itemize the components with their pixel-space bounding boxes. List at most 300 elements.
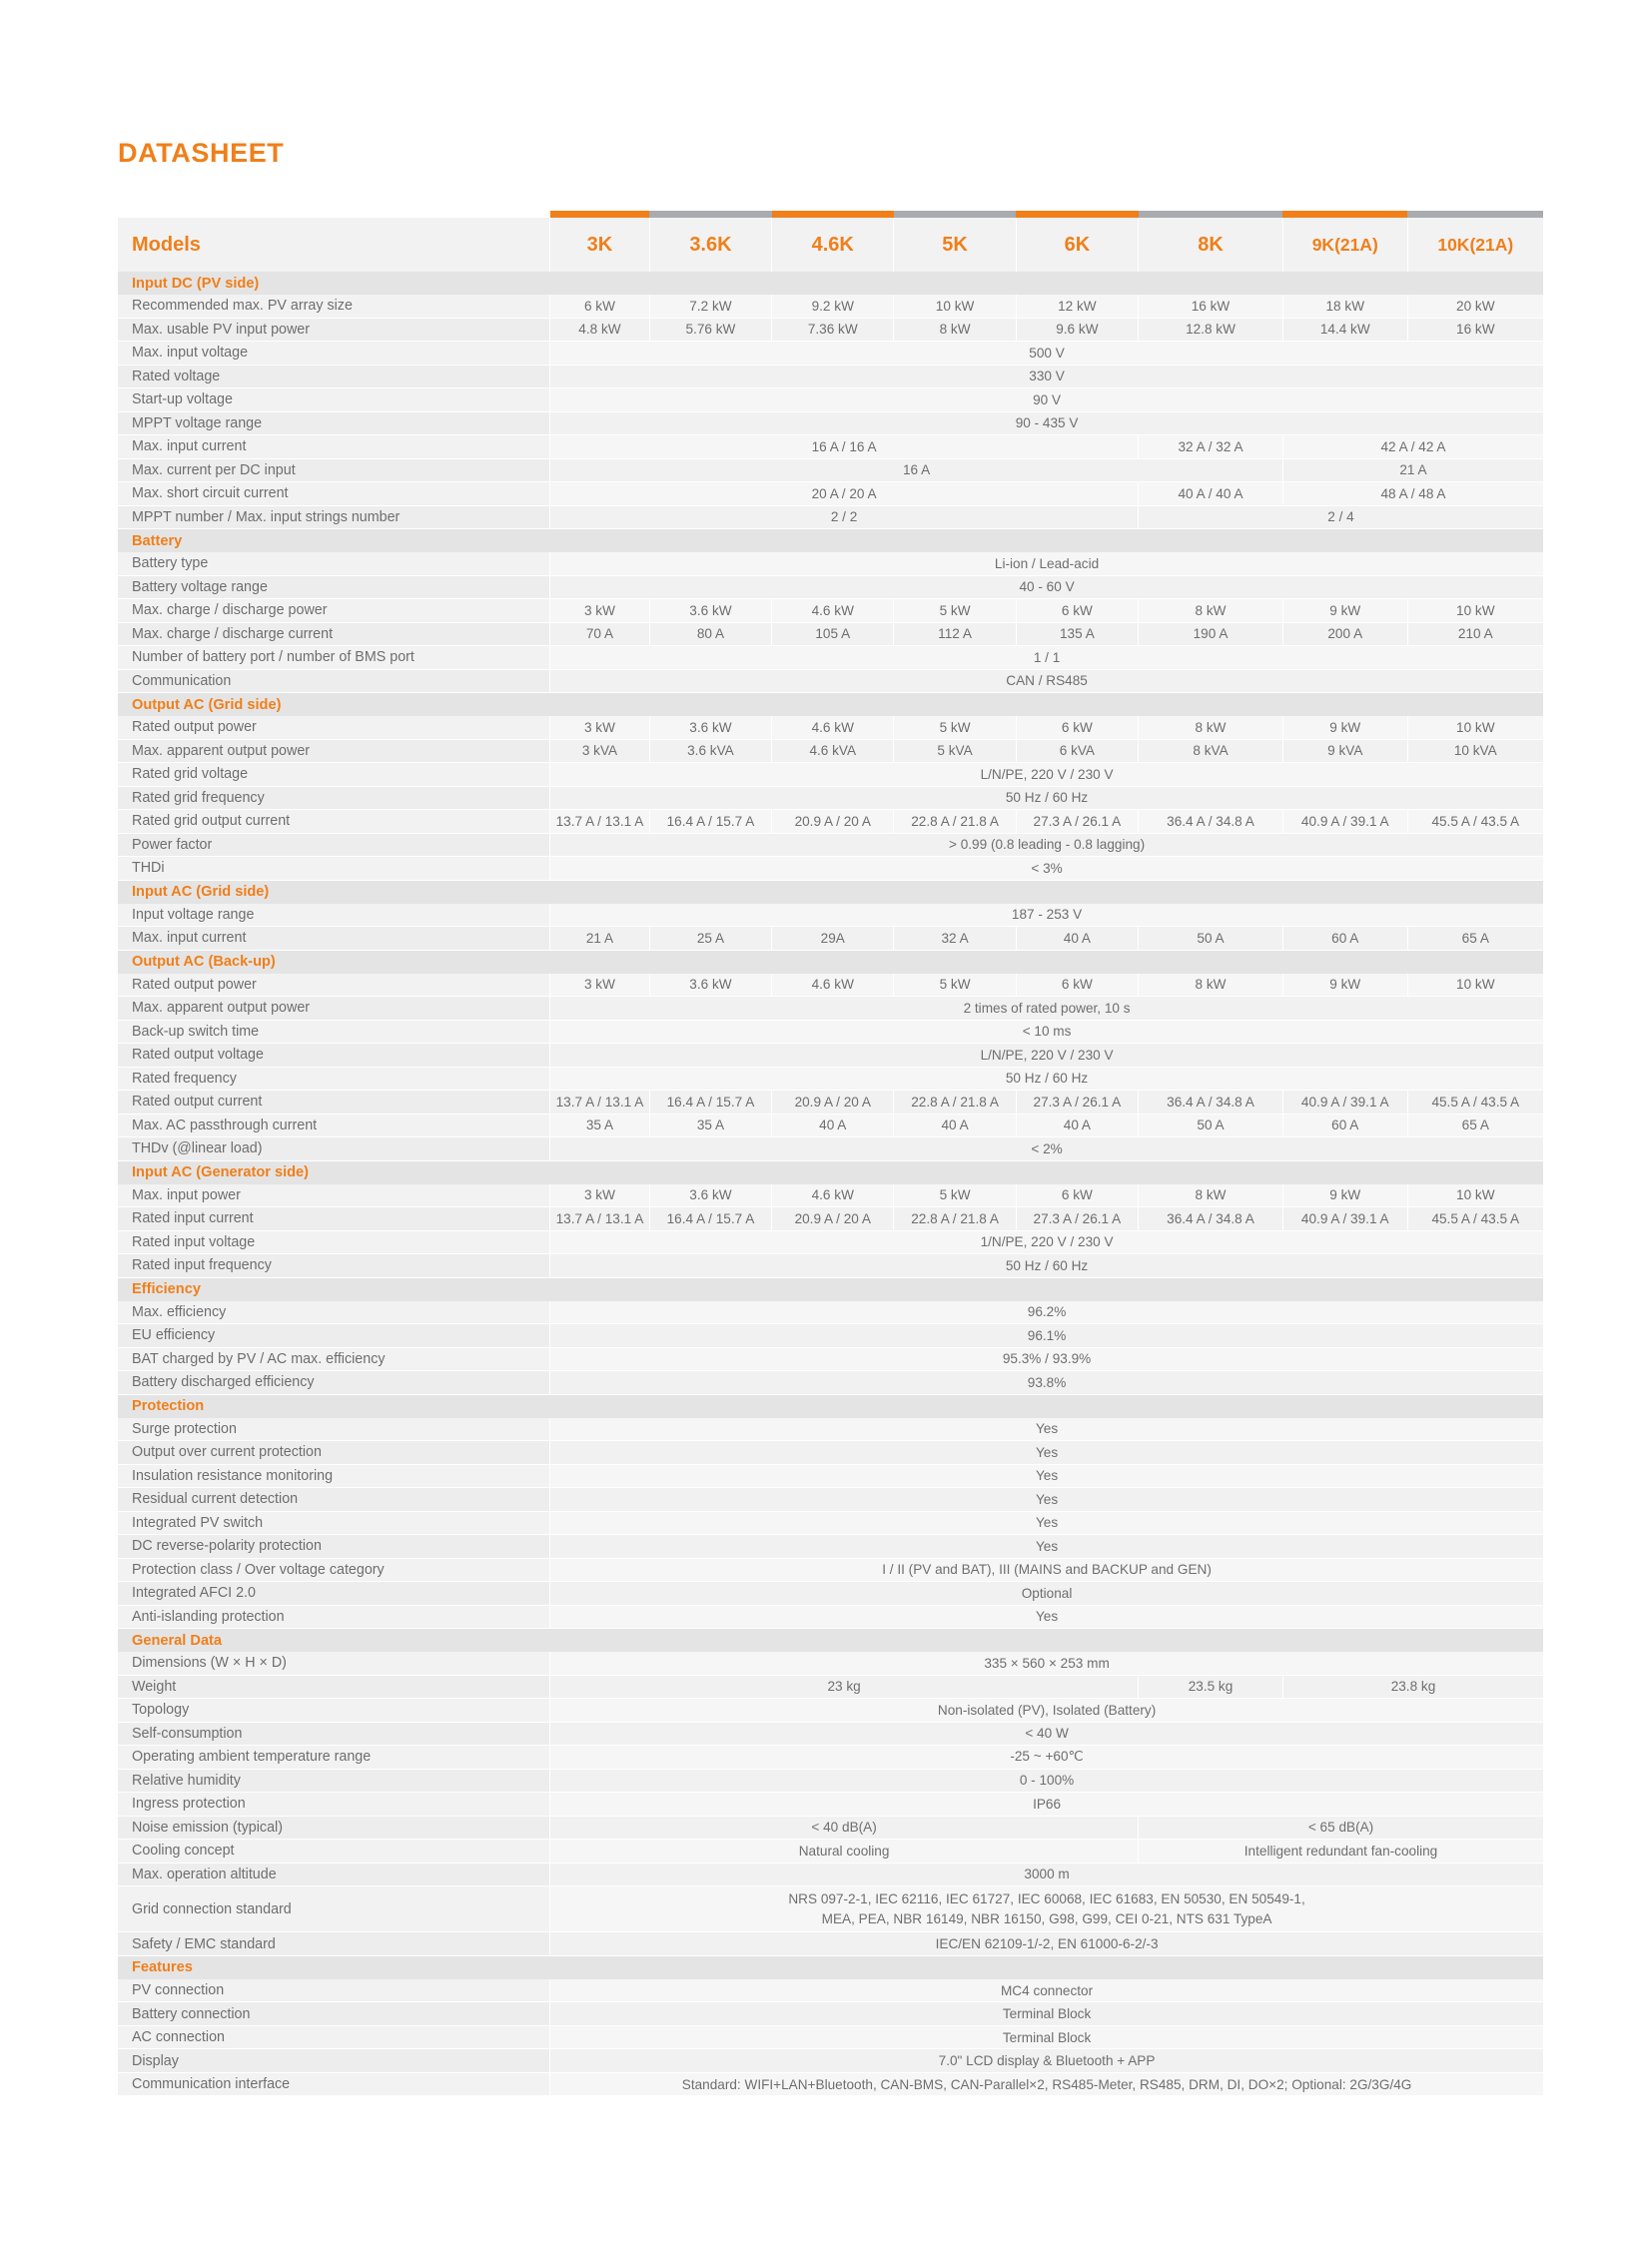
table-row (118, 1769, 1543, 1793)
spec-value: 45.5 A / 43.5 A (1407, 1091, 1543, 1115)
model-column-header[interactable]: 4.6K (772, 218, 894, 272)
spec-value: 80 A (649, 622, 771, 646)
spec-value: 7.0" LCD display & Bluetooth + APP (550, 2049, 1543, 2073)
table-row (118, 1816, 1543, 1840)
spec-value: 9 kW (1282, 716, 1407, 739)
spec-value: 112 A (894, 622, 1016, 646)
spec-value: < 40 dB(A) (550, 1816, 1139, 1840)
spec-label: Max. input power (118, 1184, 550, 1207)
spec-label: Insulation resistance monitoring (118, 1464, 550, 1488)
spec-value: 3.6 kVA (649, 739, 771, 763)
spec-value: 187 - 253 V (550, 904, 1543, 927)
table-row (118, 388, 1543, 412)
spec-value: 22.8 A / 21.8 A (894, 810, 1016, 834)
spec-value: Li-ion / Lead-acid (550, 552, 1543, 575)
table-row (118, 974, 1543, 997)
spec-label: Grid connection standard (118, 1886, 550, 1932)
table-row (118, 365, 1543, 388)
spec-value: 13.7 A / 13.1 A (550, 1091, 650, 1115)
top-rule-segment (649, 211, 771, 218)
model-column-header[interactable]: 3.6K (649, 218, 771, 272)
spec-value: I / II (PV and BAT), III (MAINS and BACKUP and GEN) (550, 1558, 1543, 1582)
page-title: DATASHEET (118, 138, 285, 168)
table-row (118, 1207, 1543, 1231)
spec-value: 9 kW (1282, 599, 1407, 623)
spec-value: 16 A / 16 A (550, 435, 1139, 459)
spec-value: 12 kW (1016, 295, 1138, 318)
spec-label: Integrated PV switch (118, 1511, 550, 1535)
table-top-rule (118, 211, 1543, 218)
table-row (118, 1347, 1543, 1371)
spec-value: < 40 W (550, 1722, 1543, 1746)
table-row (118, 1254, 1543, 1278)
spec-value: 4.6 kW (772, 599, 894, 623)
model-column-header[interactable]: 10K(21A) (1407, 218, 1543, 272)
table-row (118, 810, 1543, 834)
spec-value: 35 A (550, 1114, 650, 1137)
spec-value: Optional (550, 1582, 1543, 1606)
section-header-row (118, 880, 1543, 904)
spec-value: 4.6 kW (772, 1184, 894, 1207)
table-row (118, 1464, 1543, 1488)
table-row (118, 1301, 1543, 1324)
table-row (118, 1418, 1543, 1441)
model-column-header[interactable]: 3K (550, 218, 650, 272)
spec-label: Rated grid voltage (118, 763, 550, 787)
spec-value: 0 - 100% (550, 1769, 1543, 1793)
spec-value: 27.3 A / 26.1 A (1016, 1207, 1138, 1231)
table-row (118, 669, 1543, 693)
spec-label: Power factor (118, 833, 550, 857)
spec-value: 13.7 A / 13.1 A (550, 1207, 650, 1231)
table-row (118, 2072, 1543, 2096)
spec-label: Rated output power (118, 716, 550, 739)
spec-value: Yes (550, 1441, 1543, 1465)
spec-value: 70 A (550, 622, 650, 646)
table-row (118, 1067, 1543, 1091)
table-row (118, 786, 1543, 810)
spec-value: 8 kW (1139, 1184, 1283, 1207)
spec-value: 25 A (649, 927, 771, 951)
spec-value: 8 kVA (1139, 739, 1283, 763)
section-header-row (118, 950, 1543, 974)
spec-value: 10 kW (1407, 1184, 1543, 1207)
spec-label: Relative humidity (118, 1769, 550, 1793)
spec-value: 1 / 1 (550, 646, 1543, 670)
spec-label: EU efficiency (118, 1324, 550, 1348)
spec-value: 40 A (1016, 927, 1138, 951)
top-rule-spacer (118, 211, 550, 218)
spec-label: Cooling concept (118, 1840, 550, 1864)
spec-label: Rated output power (118, 974, 550, 997)
spec-label: Ingress protection (118, 1793, 550, 1817)
table-row (118, 1932, 1543, 1956)
table-row (118, 1582, 1543, 1606)
table-row (118, 904, 1543, 927)
spec-value: > 0.99 (0.8 leading - 0.8 lagging) (550, 833, 1543, 857)
spec-value: 4.6 kVA (772, 739, 894, 763)
table-row (118, 622, 1543, 646)
table-header-row (118, 218, 1543, 272)
spec-value: 16.4 A / 15.7 A (649, 1091, 771, 1115)
spec-label: DC reverse-polarity protection (118, 1535, 550, 1559)
top-rule-segment (1407, 211, 1543, 218)
spec-value: 1/N/PE, 220 V / 230 V (550, 1230, 1543, 1254)
spec-value: Natural cooling (550, 1840, 1139, 1864)
spec-value: 500 V (550, 342, 1543, 366)
table-row (118, 482, 1543, 506)
spec-label: Rated voltage (118, 365, 550, 388)
spec-value: 2 / 4 (1139, 505, 1543, 529)
table-row (118, 1863, 1543, 1886)
spec-label: Integrated AFCI 2.0 (118, 1582, 550, 1606)
spec-value: 40.9 A / 39.1 A (1282, 810, 1407, 834)
spec-value: 2 / 2 (550, 505, 1139, 529)
section-title: Input DC (PV side) (118, 272, 1543, 295)
spec-label: Protection class / Over voltage category (118, 1558, 550, 1582)
spec-value: 4.6 kW (772, 974, 894, 997)
spec-value: 50 Hz / 60 Hz (550, 1254, 1543, 1278)
table-row (118, 997, 1543, 1021)
spec-label: Residual current detection (118, 1488, 550, 1512)
spec-label: AC connection (118, 2025, 550, 2049)
spec-value: 6 kW (1016, 716, 1138, 739)
spec-value: 27.3 A / 26.1 A (1016, 1091, 1138, 1115)
spec-value: 21 A (550, 927, 650, 951)
specification-table (118, 211, 1543, 2096)
spec-label: Max. short circuit current (118, 482, 550, 506)
spec-value: 3.6 kW (649, 599, 771, 623)
section-header-row (118, 1277, 1543, 1301)
spec-value: 40 A / 40 A (1139, 482, 1283, 506)
table-row (118, 295, 1543, 318)
model-column-header[interactable]: 6K (1016, 218, 1138, 272)
spec-value: < 65 dB(A) (1139, 1816, 1543, 1840)
table-row (118, 1137, 1543, 1161)
spec-value: 16 kW (1407, 318, 1543, 342)
spec-value: 12.8 kW (1139, 318, 1283, 342)
spec-value: 36.4 A / 34.8 A (1139, 1207, 1283, 1231)
spec-value: 190 A (1139, 622, 1283, 646)
spec-value: 45.5 A / 43.5 A (1407, 810, 1543, 834)
table-row (118, 1746, 1543, 1770)
top-rule-segment (550, 211, 650, 218)
spec-value: 32 A (894, 927, 1016, 951)
table-row (118, 1535, 1543, 1559)
spec-label: Communication interface (118, 2072, 550, 2096)
table-row (118, 763, 1543, 787)
spec-value: 4.8 kW (550, 318, 650, 342)
spec-value: 20 A / 20 A (550, 482, 1139, 506)
table-row (118, 1488, 1543, 1512)
spec-label: Display (118, 2049, 550, 2073)
spec-value: MC4 connector (550, 1979, 1543, 2002)
spec-value: 23.5 kg (1139, 1675, 1283, 1699)
spec-value: 90 - 435 V (550, 411, 1543, 435)
spec-value: 210 A (1407, 622, 1543, 646)
spec-label: Number of battery port / number of BMS port (118, 646, 550, 670)
spec-value: 45.5 A / 43.5 A (1407, 1207, 1543, 1231)
table-row (118, 716, 1543, 739)
spec-value: 200 A (1282, 622, 1407, 646)
spec-value: 13.7 A / 13.1 A (550, 810, 650, 834)
section-title: Battery (118, 529, 1543, 553)
spec-value: 96.2% (550, 1301, 1543, 1324)
spec-value: 16.4 A / 15.7 A (649, 810, 771, 834)
table-row (118, 318, 1543, 342)
spec-label: Max. input current (118, 435, 550, 459)
table-row (118, 1091, 1543, 1115)
model-column-header[interactable]: 5K (894, 218, 1016, 272)
table-row (118, 927, 1543, 951)
spec-label: Battery type (118, 552, 550, 575)
table-row (118, 1324, 1543, 1348)
spec-value: 3 kVA (550, 739, 650, 763)
spec-value: 7.36 kW (772, 318, 894, 342)
table-row (118, 411, 1543, 435)
top-rule-segment (1139, 211, 1283, 218)
spec-value: 6 kVA (1016, 739, 1138, 763)
spec-value: Standard: WIFI+LAN+Bluetooth, CAN-BMS, CAN-Parallel×2, RS485-Meter, RS485, DRM, DI, DO×2; Optional: 2G/3G/4G (550, 2072, 1543, 2096)
table-row (118, 1558, 1543, 1582)
spec-value: 135 A (1016, 622, 1138, 646)
spec-label: Max. AC passthrough current (118, 1114, 550, 1137)
spec-label: Start-up voltage (118, 388, 550, 412)
section-header-row (118, 529, 1543, 553)
spec-value: 3000 m (550, 1863, 1543, 1886)
spec-label: Rated input frequency (118, 1254, 550, 1278)
spec-value: 23 kg (550, 1675, 1139, 1699)
spec-value: 9 kW (1282, 1184, 1407, 1207)
spec-value: 5 kW (894, 1184, 1016, 1207)
spec-value: 50 Hz / 60 Hz (550, 1067, 1543, 1091)
spec-label: Max. apparent output power (118, 997, 550, 1021)
spec-value: 40 A (894, 1114, 1016, 1137)
spec-label: Max. current per DC input (118, 458, 550, 482)
spec-value: 9 kVA (1282, 739, 1407, 763)
spec-value: Yes (550, 1488, 1543, 1512)
top-rule-segment (1282, 211, 1407, 218)
spec-value: < 10 ms (550, 1020, 1543, 1044)
spec-label: MPPT voltage range (118, 411, 550, 435)
spec-label: Output over current protection (118, 1441, 550, 1465)
spec-label: Self-consumption (118, 1722, 550, 1746)
table-row (118, 1044, 1543, 1068)
spec-label: BAT charged by PV / AC max. efficiency (118, 1347, 550, 1371)
spec-label: Communication (118, 669, 550, 693)
spec-label: Battery connection (118, 2002, 550, 2026)
spec-value: 3 kW (550, 974, 650, 997)
spec-value: 32 A / 32 A (1139, 435, 1283, 459)
table-row (118, 1793, 1543, 1817)
table-row (118, 1441, 1543, 1465)
spec-value: 60 A (1282, 1114, 1407, 1137)
spec-label: Max. input voltage (118, 342, 550, 366)
spec-value: 50 Hz / 60 Hz (550, 786, 1543, 810)
table-row (118, 1840, 1543, 1864)
spec-value: 10 kVA (1407, 739, 1543, 763)
spec-value: Yes (550, 1464, 1543, 1488)
spec-value: 60 A (1282, 927, 1407, 951)
table-row (118, 1114, 1543, 1137)
table-row (118, 739, 1543, 763)
spec-value: 335 × 560 × 253 mm (550, 1652, 1543, 1675)
model-column-header[interactable]: 8K (1139, 218, 1283, 272)
section-title: Output AC (Back-up) (118, 950, 1543, 974)
spec-label: Safety / EMC standard (118, 1932, 550, 1956)
section-header-row (118, 272, 1543, 295)
spec-label: Rated grid frequency (118, 786, 550, 810)
spec-label: Surge protection (118, 1418, 550, 1441)
table-row (118, 1699, 1543, 1723)
section-title: Input AC (Grid side) (118, 880, 1543, 904)
spec-value: 3.6 kW (649, 716, 771, 739)
spec-value: 23.8 kg (1282, 1675, 1543, 1699)
top-rule-segment (894, 211, 1016, 218)
spec-value: 22.8 A / 21.8 A (894, 1091, 1016, 1115)
spec-value: 20.9 A / 20 A (772, 1207, 894, 1231)
spec-value: 65 A (1407, 927, 1543, 951)
spec-label: Recommended max. PV array size (118, 295, 550, 318)
table-row (118, 1722, 1543, 1746)
spec-value: Yes (550, 1605, 1543, 1629)
spec-value: 50 A (1139, 927, 1283, 951)
table-row (118, 1511, 1543, 1535)
spec-value: 10 kW (894, 295, 1016, 318)
spec-value: Non-isolated (PV), Isolated (Battery) (550, 1699, 1543, 1723)
spec-value: 10 kW (1407, 716, 1543, 739)
spec-value: 40.9 A / 39.1 A (1282, 1207, 1407, 1231)
spec-value: 16.4 A / 15.7 A (649, 1207, 771, 1231)
section-title: Output AC (Grid side) (118, 693, 1543, 717)
table-row (118, 857, 1543, 881)
table-row (118, 1184, 1543, 1207)
spec-value: 40.9 A / 39.1 A (1282, 1091, 1407, 1115)
spec-value: 7.2 kW (649, 295, 771, 318)
spec-value: 4.6 kW (772, 716, 894, 739)
spec-value: 96.1% (550, 1324, 1543, 1348)
spec-value: 16 kW (1139, 295, 1283, 318)
section-header-row (118, 1955, 1543, 1979)
section-header-row (118, 1394, 1543, 1418)
spec-value: 5 kVA (894, 739, 1016, 763)
spec-value: L/N/PE, 220 V / 230 V (550, 763, 1543, 787)
table-row (118, 1605, 1543, 1629)
table-row (118, 1652, 1543, 1675)
table-row (118, 552, 1543, 575)
table-row (118, 2025, 1543, 2049)
spec-value: 95.3% / 93.9% (550, 1347, 1543, 1371)
spec-value: 6 kW (1016, 974, 1138, 997)
spec-value: 8 kW (1139, 716, 1283, 739)
spec-label: Max. usable PV input power (118, 318, 550, 342)
spec-value: 18 kW (1282, 295, 1407, 318)
table-row (118, 833, 1543, 857)
spec-value: 93.8% (550, 1371, 1543, 1395)
table-row (118, 1886, 1543, 1932)
table-row (118, 1675, 1543, 1699)
table-row (118, 435, 1543, 459)
table-row (118, 342, 1543, 366)
spec-value: 9 kW (1282, 974, 1407, 997)
spec-label: Operating ambient temperature range (118, 1746, 550, 1770)
spec-label: PV connection (118, 1979, 550, 2002)
spec-label: Max. charge / discharge current (118, 622, 550, 646)
table-row (118, 2002, 1543, 2026)
spec-value: 36.4 A / 34.8 A (1139, 810, 1283, 834)
spec-label: Anti-islanding protection (118, 1605, 550, 1629)
spec-value: 35 A (649, 1114, 771, 1137)
spec-value: Yes (550, 1535, 1543, 1559)
spec-label: Max. apparent output power (118, 739, 550, 763)
spec-value: 5 kW (894, 599, 1016, 623)
spec-value: 3 kW (550, 716, 650, 739)
spec-label: Battery discharged efficiency (118, 1371, 550, 1395)
spec-value: 16 A (550, 458, 1283, 482)
spec-value: 27.3 A / 26.1 A (1016, 810, 1138, 834)
spec-value: 330 V (550, 365, 1543, 388)
spec-value: 20 kW (1407, 295, 1543, 318)
spec-label: MPPT number / Max. input strings number (118, 505, 550, 529)
spec-value: 40 - 60 V (550, 575, 1543, 599)
spec-value: Terminal Block (550, 2002, 1543, 2026)
spec-value: CAN / RS485 (550, 669, 1543, 693)
spec-value: 40 A (1016, 1114, 1138, 1137)
table-row (118, 575, 1543, 599)
section-title: Efficiency (118, 1277, 1543, 1301)
spec-value: 3 kW (550, 1184, 650, 1207)
spec-value: Yes (550, 1418, 1543, 1441)
spec-value: 9.6 kW (1016, 318, 1138, 342)
model-column-header[interactable]: 9K(21A) (1282, 218, 1407, 272)
spec-value: Terminal Block (550, 2025, 1543, 2049)
spec-value: -25 ~ +60℃ (550, 1746, 1543, 1770)
spec-value: 20.9 A / 20 A (772, 810, 894, 834)
spec-value: 22.8 A / 21.8 A (894, 1207, 1016, 1231)
spec-label: Max. operation altitude (118, 1863, 550, 1886)
section-title: Protection (118, 1394, 1543, 1418)
table-row (118, 646, 1543, 670)
spec-value: 3 kW (550, 599, 650, 623)
models-header-label: Models (118, 218, 550, 272)
spec-value: 21 A (1282, 458, 1543, 482)
spec-value: IP66 (550, 1793, 1543, 1817)
spec-label: Topology (118, 1699, 550, 1723)
spec-label: Max. efficiency (118, 1301, 550, 1324)
spec-value: 36.4 A / 34.8 A (1139, 1091, 1283, 1115)
spec-value: < 3% (550, 857, 1543, 881)
section-header-row (118, 693, 1543, 717)
section-header-row (118, 1160, 1543, 1184)
spec-value: 29A (772, 927, 894, 951)
spec-value: < 2% (550, 1137, 1543, 1161)
spec-value: IEC/EN 62109-1/-2, EN 61000-6-2/-3 (550, 1932, 1543, 1956)
spec-value: 9.2 kW (772, 295, 894, 318)
spec-value: 10 kW (1407, 974, 1543, 997)
spec-value: 2 times of rated power, 10 s (550, 997, 1543, 1021)
spec-value: 5 kW (894, 974, 1016, 997)
spec-label: THDv (@linear load) (118, 1137, 550, 1161)
spec-value: 105 A (772, 622, 894, 646)
section-title: Input AC (Generator side) (118, 1160, 1543, 1184)
spec-value: 6 kW (1016, 1184, 1138, 1207)
spec-value: 65 A (1407, 1114, 1543, 1137)
spec-label: Input voltage range (118, 904, 550, 927)
section-header-row (118, 1629, 1543, 1653)
spec-value: 8 kW (1139, 599, 1283, 623)
table-row (118, 1230, 1543, 1254)
table-row (118, 599, 1543, 623)
